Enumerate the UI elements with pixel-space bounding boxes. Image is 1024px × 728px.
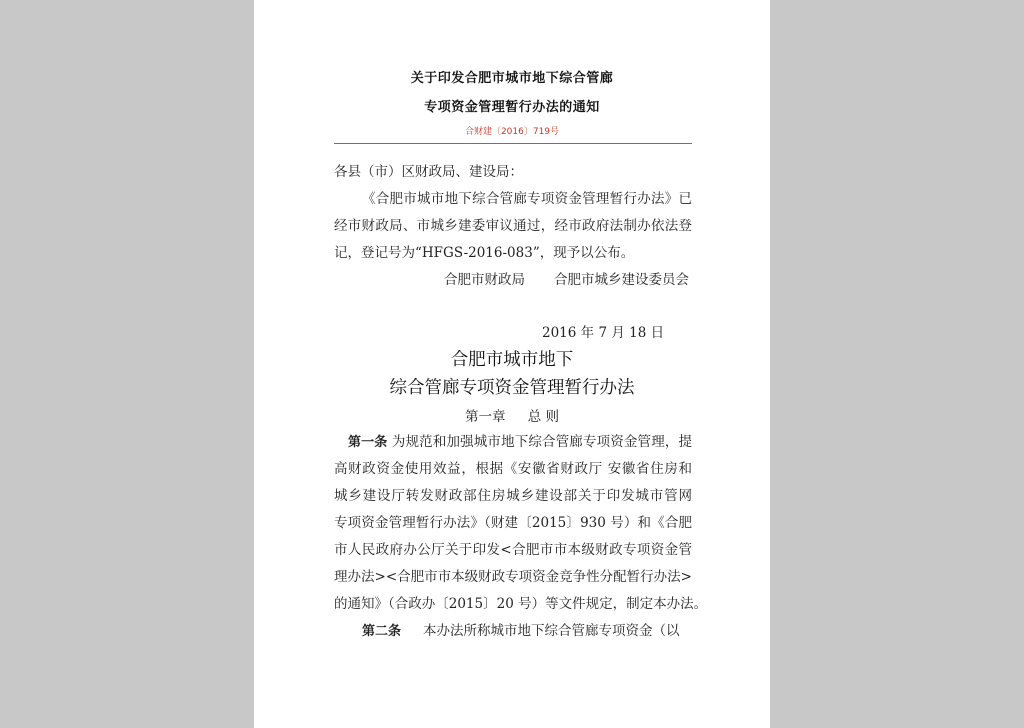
article2-label: 第二条 xyxy=(362,624,402,639)
header-divider xyxy=(334,143,692,144)
article1-line: 的通知》（合政办〔2015〕20 号）等文件规定，制定本办法。 xyxy=(334,596,708,612)
notice-body-line: 记，登记号为“HFGS-2016-083”，现予以公布。 xyxy=(334,245,635,261)
issuer-construction-committee: 合肥市城乡建设委员会 xyxy=(554,272,689,288)
article1-label: 第一条 xyxy=(348,435,388,450)
measures-title-line2: 综合管廊专项资金管理暂行办法 xyxy=(389,378,635,398)
notice-title-line2: 专项资金管理暂行办法的通知 xyxy=(424,100,600,115)
article1-line: 理办法><合肥市市本级财政专项资金竞争性分配暂行办法> xyxy=(334,569,692,585)
article1-line: 市人民政府办公厅关于印发<合肥市市本级财政专项资金管 xyxy=(334,542,692,558)
chapter-name: 总 则 xyxy=(527,409,560,425)
article1-line: 专项资金管理暂行办法》（财建〔2015〕930 号）和《合肥 xyxy=(334,515,692,531)
measures-title-line1: 合肥市城市地下 xyxy=(450,350,574,370)
document-page xyxy=(254,0,770,728)
article1-first-line xyxy=(348,434,692,451)
chapter-number: 第一章 xyxy=(464,409,506,425)
notice-body-line: 《合肥市城市地下综合管廊专项资金管理暂行办法》已 xyxy=(362,191,692,207)
article2-first-line xyxy=(362,623,680,640)
salutation: 各县（市）区财政局、建设局： xyxy=(334,164,523,180)
article1-text: 为规范和加强城市地下综合管廊专项资金管理，提 xyxy=(387,434,692,450)
notice-body-line: 经市财政局、市城乡建委审议通过，经市政府法制办依法登 xyxy=(334,218,692,234)
document-number: 合财建〔2016〕719号 xyxy=(464,127,560,137)
article1-line: 高财政资金使用效益，根据《安徽省财政厅 安徽省住房和 xyxy=(334,461,692,477)
issue-date: 2016 年 7 月 18 日 xyxy=(542,325,665,341)
issuer-finance-bureau: 合肥市财政局 xyxy=(444,272,525,288)
article1-line: 城乡建设厅转发财政部住房城乡建设部关于印发城市管网 xyxy=(334,488,692,504)
chapter-heading xyxy=(254,405,770,425)
notice-title-line1: 关于印发合肥市城市地下综合管廊 xyxy=(410,71,614,86)
article2-text: 本办法所称城市地下综合管廊专项资金（以 xyxy=(423,623,680,639)
